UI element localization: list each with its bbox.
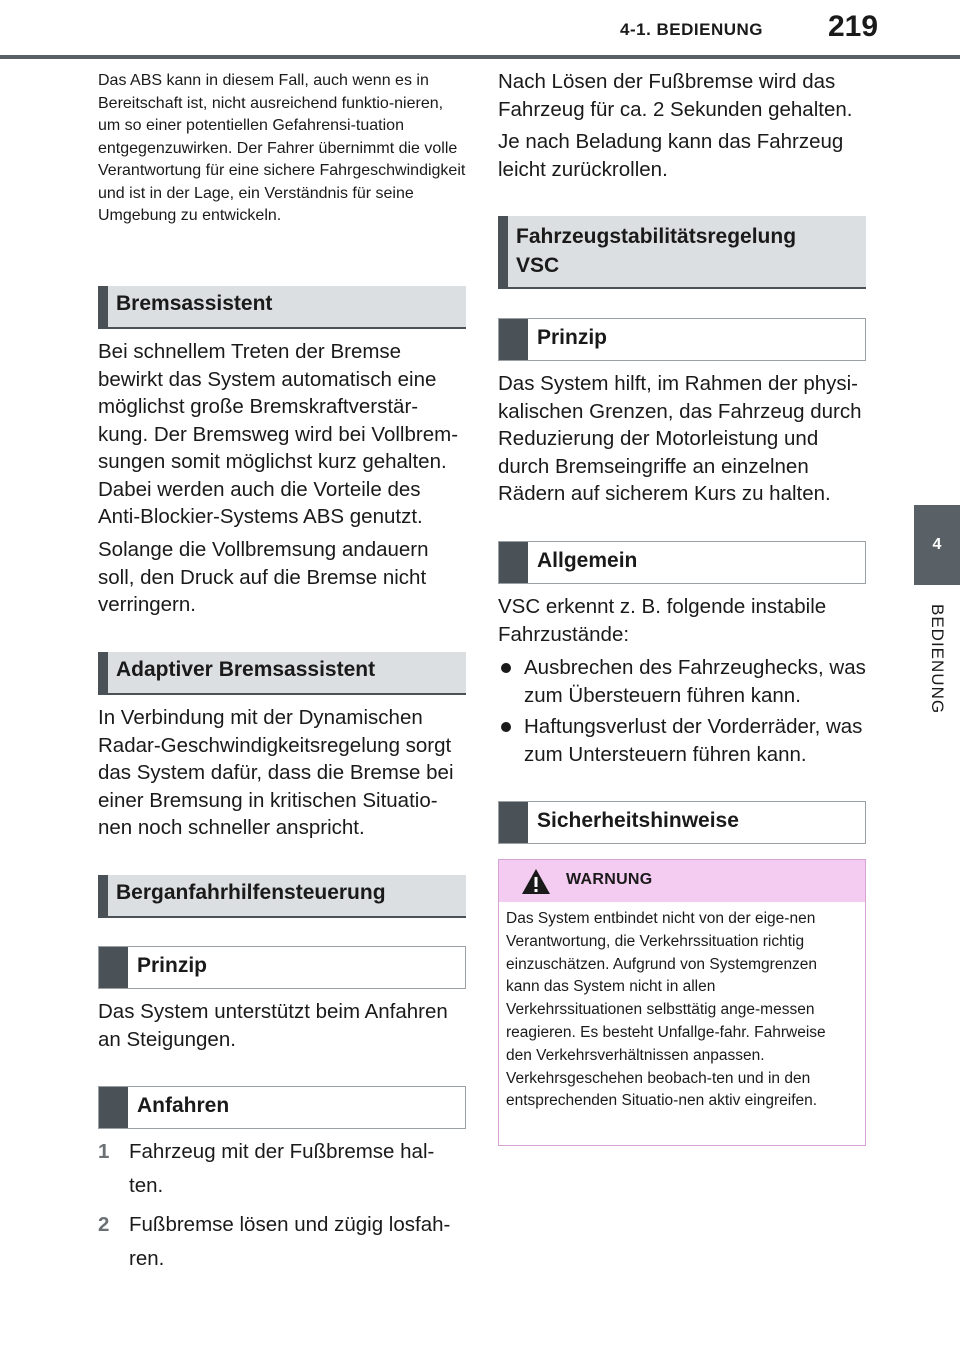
subheading-sicherheitshinweise	[498, 801, 866, 844]
warning-box	[498, 859, 866, 1146]
step-list	[98, 1138, 466, 1272]
bullet-text: Haftungsverlust der Vorderräder, was zum Untersteuern führen kann.	[524, 715, 863, 766]
step-text-line2: ren.	[129, 1246, 165, 1270]
list-item	[498, 654, 866, 709]
step-text-line1: Fahrzeug mit der Fußbremse hal-	[129, 1140, 435, 1163]
paragraph-bremsassistent-1: Bei schnellem Treten der Bremse bewirkt das System automatisch eine möglichst große Bremskraftverstär-kung. Der Bremsweg wird bei Vollbrem-sungen somit möglichst kurz gehalten. Dabei werden auch die Vorteile des Anti-Blockier-Systems ABS genutzt.	[98, 340, 459, 528]
subheading-anfahren	[98, 1086, 466, 1129]
subheading-marker	[499, 802, 528, 843]
paragraph-prinzip-left: Das System unterstützt beim Anfahren an Steigungen.	[98, 1000, 448, 1051]
subheading-marker	[99, 1087, 128, 1128]
subheading-prinzip-right	[498, 318, 866, 361]
step-item	[98, 1211, 466, 1272]
bullet-dot	[501, 663, 511, 673]
step-number: 1	[98, 1140, 110, 1163]
warning-triangle-icon	[521, 868, 551, 895]
heading-vsc-line2: VSC	[516, 254, 560, 277]
warning-header	[499, 860, 865, 902]
list-item	[498, 713, 866, 768]
subheading-marker	[99, 947, 128, 988]
subheading-allgemein	[498, 541, 866, 584]
warning-title: WARNUNG	[566, 871, 653, 888]
step-item	[98, 1138, 466, 1199]
section-title: 4-1. BEDIENUNG	[620, 20, 764, 39]
subheading-prinzip-left	[98, 946, 466, 989]
subheading-anfahren-text: Anfahren	[137, 1094, 230, 1117]
header-rule	[0, 55, 960, 59]
paragraph-vsc-prinzip: Das System hilft, im Rahmen der physi-kalischen Grenzen, das Fahrzeug durch Reduzierung der Motorleistung und durch Bremseingriffe an einzelnen Rädern auf sicherem Kurs zu halten.	[498, 372, 862, 505]
step-text-line2: ten.	[129, 1173, 164, 1197]
subheading-prinzip-right-text: Prinzip	[537, 326, 608, 349]
intro-paragraph: Das ABS kann in diesem Fall, auch wenn es in Bereitschaft ist, nicht ausreichend funktio-nieren, um so einer potentiellen Gefahrensi-tuation entgegenzuwirken. Der Fahrer übernimmt die volle Verantwortung für eine sichere Fahrgeschwindigkeit und ist in der Lage, ein Verständnis für seine Umgebung zu entwickeln.	[98, 72, 466, 224]
subheading-allgemein-text: Allgemein	[537, 549, 638, 572]
heading-vsc-line1: Fahrzeugstabilitätsregelung	[516, 225, 797, 248]
warning-body: Das System entbindet nicht von der eige-nen Verantwortung, die Verkehrssituation richtig einzuschätzen. Aufgrund von Systemgrenzen kann das System nicht in allen Verkehrssituationen selbsttätig ange-messen reagieren. Es besteht Unfallge-fahr. Fahrweise den Verkehrsverhältnissen anpassen. Verkehrsgeschehen beobach-ten und in den entsprechenden Situatio-nen aktiv eingreifen.	[506, 910, 826, 1110]
heading-adaptiver-bremsassistent: Adaptiver Bremsassistent	[98, 652, 466, 695]
step-text-line1: Fußbremse lösen und zügig losfah-	[129, 1213, 451, 1236]
page-number: 219	[828, 10, 879, 43]
chapter-tab: 4	[914, 505, 960, 585]
chapter-label	[922, 604, 952, 734]
paragraph-release-1: Nach Lösen der Fußbremse wird das Fahrzeug für ca. 2 Sekunden gehalten.	[498, 70, 853, 121]
subheading-sicherheitshinweise-text: Sicherheitshinweise	[537, 809, 739, 832]
bullet-text: Ausbrechen des Fahrzeughecks, was zum Übersteuern führen kann.	[524, 656, 866, 707]
chapter-label-text: BEDIENUNG	[928, 604, 947, 715]
heading-vsc	[498, 216, 866, 289]
paragraph-bremsassistent-2: Solange die Vollbremsung andauern soll, den Druck auf die Bremse nicht verringern.	[98, 538, 429, 616]
heading-berganfahrhilfensteuerung: Berganfahrhilfensteuerung	[98, 875, 466, 918]
bullet-list	[498, 654, 866, 768]
subheading-prinzip-left-text: Prinzip	[137, 954, 208, 977]
paragraph-release-2: Je nach Beladung kann das Fahrzeug leicht zurückrollen.	[498, 130, 844, 181]
bullet-dot	[501, 722, 511, 732]
paragraph-allgemein: VSC erkennt z. B. folgende instabile Fahrzustände:	[498, 595, 827, 646]
subheading-marker	[499, 542, 528, 583]
paragraph-adaptiver-bremsassistent: In Verbindung mit der Dynamischen Radar-Geschwindigkeitsregelung sorgt das System dafür, dass die Bremse bei einer Bremsung in kritischen Situatio-nen noch schneller anspricht.	[98, 706, 454, 839]
step-number: 2	[98, 1213, 110, 1236]
heading-bremsassistent: Bremsassistent	[98, 286, 466, 329]
subheading-marker	[499, 319, 528, 360]
